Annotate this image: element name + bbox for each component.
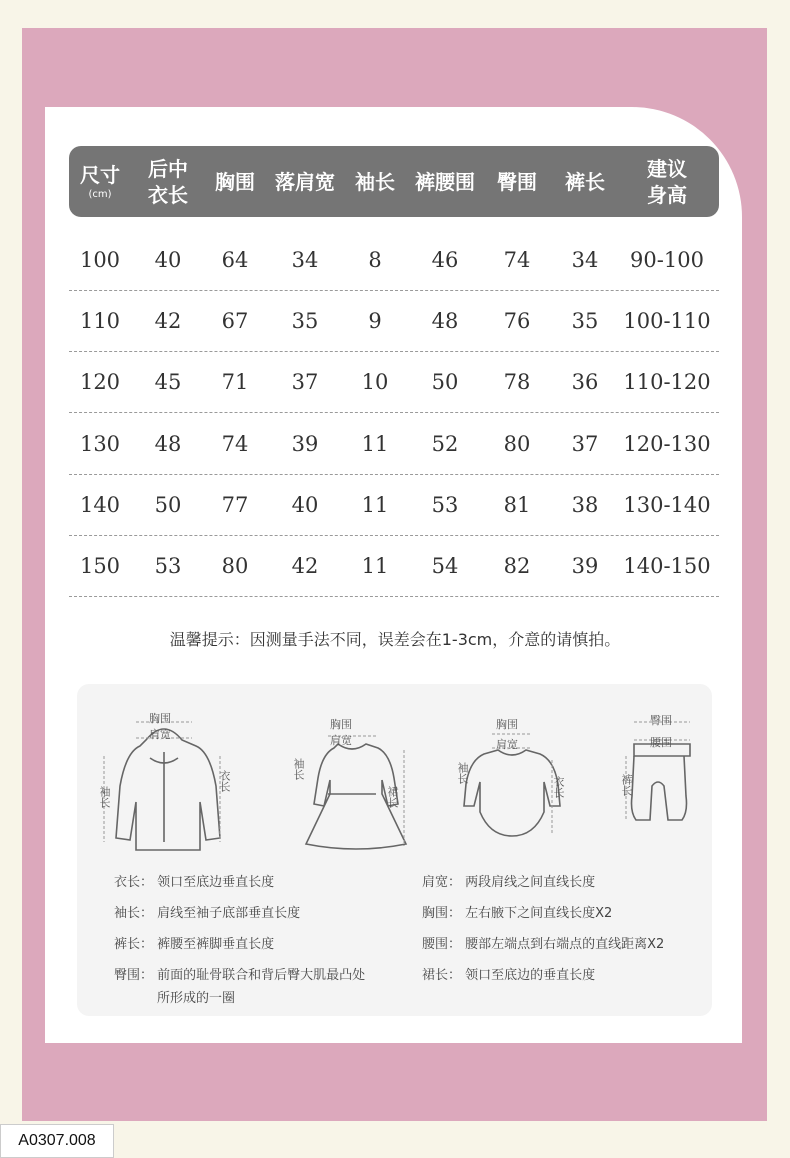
table-cell: 64 xyxy=(221,248,249,272)
header-line1: 胸围 xyxy=(215,169,255,194)
header-line1: 臀围 xyxy=(497,169,537,194)
jacket-sleeve-label: 袖长 xyxy=(98,786,111,808)
table-cell: 77 xyxy=(221,492,249,517)
table-cell: 150 xyxy=(79,554,121,578)
header-cell xyxy=(647,146,687,217)
jacket-chest-label: 胸围 xyxy=(149,712,171,725)
table-cell: 76 xyxy=(503,309,531,334)
header-line2: 衣长 xyxy=(148,182,188,207)
header-line1: 裤腰围 xyxy=(415,169,475,194)
romper-sleeve-label: 袖长 xyxy=(456,762,469,784)
table-cell: 48 xyxy=(431,309,459,334)
romper-shoulder-label: 肩宽 xyxy=(496,738,518,751)
dress-shoulder-label: 肩宽 xyxy=(330,734,352,747)
header-cell xyxy=(565,146,605,217)
table-cell: 54 xyxy=(431,554,459,578)
table-cell: 11 xyxy=(361,554,389,578)
header-line1: 落肩宽 xyxy=(275,169,335,194)
table-cell: 36 xyxy=(571,370,599,395)
header-line2: (cm) xyxy=(88,188,112,200)
table-cell: 34 xyxy=(291,248,319,272)
romper-length-label: 衣长 xyxy=(552,776,565,798)
definition-left-3: 裤长： 裤腰至裤脚垂直长度 xyxy=(114,937,275,952)
table-cell: 39 xyxy=(291,431,319,456)
table-cell: 37 xyxy=(571,431,599,456)
table-row xyxy=(69,536,719,597)
table-cell: 67 xyxy=(221,309,249,334)
table-cell: 50 xyxy=(154,492,182,517)
header-line1: 建议 xyxy=(647,156,687,181)
table-row xyxy=(69,414,719,475)
table-cell: 81 xyxy=(503,492,531,517)
table-cell: 110-120 xyxy=(623,370,711,395)
table-cell: 10 xyxy=(361,370,389,395)
table-cell: 82 xyxy=(503,554,531,578)
product-code: A0307.008 xyxy=(0,1124,114,1158)
definition-left-1: 衣长： 领口至底边垂直长度 xyxy=(114,875,275,890)
table-cell: 80 xyxy=(503,431,531,456)
definition-right-2: 胸围： 左右腋下之间直线长度X2 xyxy=(422,906,613,921)
table-cell: 120 xyxy=(79,370,121,395)
jacket-shoulder-label: 肩宽 xyxy=(149,728,171,741)
pants-hip-label: 臀围 xyxy=(650,714,672,727)
table-cell: 100-110 xyxy=(623,309,711,334)
header-cell xyxy=(215,146,255,217)
table-cell: 140-150 xyxy=(623,554,711,578)
definition-right-3: 腰围： 腰部左端点到右端点的直线距离X2 xyxy=(422,937,665,952)
dress-sleeve-label: 袖长 xyxy=(292,758,305,780)
table-cell: 78 xyxy=(503,370,531,395)
table-cell: 50 xyxy=(431,370,459,395)
table-cell: 48 xyxy=(154,431,182,456)
table-cell: 74 xyxy=(221,431,249,456)
header-cell xyxy=(415,146,475,217)
row-divider xyxy=(69,596,719,597)
table-cell: 46 xyxy=(431,248,459,272)
table-cell: 39 xyxy=(571,554,599,578)
definition-left-2: 袖长： 肩线至袖子底部垂直长度 xyxy=(114,906,301,921)
table-cell: 45 xyxy=(154,370,182,395)
table-cell: 110 xyxy=(79,309,121,334)
dress-chest-label: 胸围 xyxy=(330,718,352,731)
pants-illustration xyxy=(620,712,700,832)
definition-left-4: 臀围： 前面的耻骨联合和背后臀大肌最凸处 xyxy=(114,968,366,983)
table-cell: 140 xyxy=(79,492,121,517)
table-cell: 35 xyxy=(291,309,319,334)
table-cell: 37 xyxy=(291,370,319,395)
header-line1: 后中 xyxy=(148,156,188,181)
table-cell: 53 xyxy=(431,492,459,517)
table-cell: 34 xyxy=(571,248,599,272)
pants-waist-label: 腰围 xyxy=(650,736,672,749)
table-row xyxy=(69,352,719,413)
table-cell: 42 xyxy=(154,309,182,334)
table-cell: 8 xyxy=(368,248,382,272)
table-cell: 52 xyxy=(431,431,459,456)
header-line2: 身高 xyxy=(647,182,687,207)
header-line1: 裤长 xyxy=(565,169,605,194)
table-cell: 90-100 xyxy=(630,248,704,272)
table-cell: 130 xyxy=(79,431,121,456)
header-cell xyxy=(497,146,537,217)
table-cell: 120-130 xyxy=(623,431,711,456)
table-cell: 74 xyxy=(503,248,531,272)
table-cell: 11 xyxy=(361,431,389,456)
header-cell xyxy=(148,146,188,217)
table-cell: 42 xyxy=(291,554,319,578)
table-cell: 80 xyxy=(221,554,249,578)
dress-length-label: 裙长 xyxy=(386,786,399,808)
table-cell: 100 xyxy=(79,248,121,272)
pants-length-label: 裤长 xyxy=(620,774,633,796)
header-line1: 尺寸 xyxy=(80,162,120,187)
measurement-note: 温馨提示：因测量手法不同，误差会在1-3cm，介意的请慎拍。 xyxy=(169,630,621,649)
header-line1: 袖长 xyxy=(355,169,395,194)
table-row xyxy=(69,230,719,291)
definition-right-1: 肩宽： 两段肩线之间直线长度 xyxy=(422,875,596,890)
header-cell xyxy=(80,146,120,217)
definition-left-4-cont: 所形成的一圈 xyxy=(157,991,236,1006)
table-cell: 9 xyxy=(368,309,382,334)
definition-right-4: 裙长： 领口至底边的垂直长度 xyxy=(422,968,596,983)
table-cell: 71 xyxy=(221,370,249,395)
table-cell: 53 xyxy=(154,554,182,578)
header-cell xyxy=(275,146,335,217)
jacket-length-label: 衣长 xyxy=(218,770,231,792)
table-row xyxy=(69,475,719,536)
table-cell: 40 xyxy=(291,492,319,517)
romper-chest-label: 胸围 xyxy=(496,718,518,731)
table-cell: 40 xyxy=(154,248,182,272)
table-cell: 11 xyxy=(361,492,389,517)
table-cell: 38 xyxy=(571,492,599,517)
header-cell xyxy=(355,146,395,217)
table-row xyxy=(69,291,719,352)
table-cell: 35 xyxy=(571,309,599,334)
table-cell: 130-140 xyxy=(623,492,711,517)
